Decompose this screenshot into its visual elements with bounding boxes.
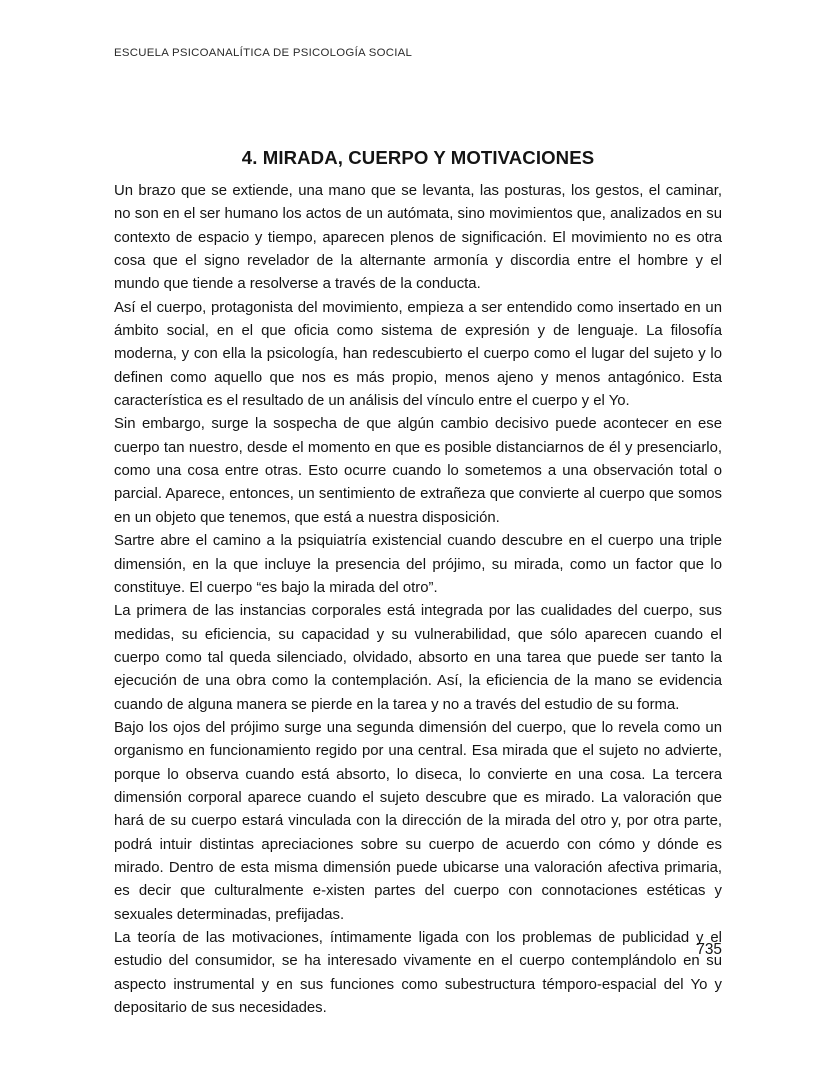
body-paragraph: Bajo los ojos del prójimo surge una segunda dimensión del cuerpo, que lo revela como un organismo en funcionamiento regido por una central. Esa mirada que el sujeto no advierte, porque lo observa cuando está absorto, lo diseca, lo convierte en una cosa. La tercera dimensión corporal aparece cuando el sujeto descubre que es mirado. La valoración que hará de su cuerpo estará vinculada con la dirección de la mirada del otro y, por otra parte, podrá intuir distintas apreciaciones sobre su cuerpo de acuerdo con cómo y dónde es mirado. Dentro de esta misma dimensión puede ubicarse una valoración afectiva primaria, es decir que culturalmente e-xisten partes del cuerpo con connotaciones estéticas y sexuales determinadas, prefijadas. [114, 719, 722, 923]
body-paragraph: La primera de las instancias corporales está integrada por las cualidades del cuerpo, sus medidas, su eficiencia, su capacidad y su vulnerabilidad, que sólo aparecen cuando el cuerpo como tal queda silenciado, olvidado, absorto en una tarea que puede ser tanto la ejecución de una obra como la contemplación. Así, la eficiencia de la mano se evidencia cuando de alguna manera se pierde en la tarea y no a través del estudio de su forma. [114, 603, 722, 713]
running-head: ESCUELA PSICOANALÍTICA DE PSICOLOGÍA SOCIAL [114, 47, 413, 59]
body-paragraph: Sartre abre el camino a la psiquiatría existencial cuando descubre en el cuerpo una triple dimensión, en la que incluye la presencia del prójimo, su mirada, como un factor que lo constituye. El cuerpo “es bajo la mirada del otro”. [114, 533, 722, 596]
page-number: 735 [696, 941, 722, 958]
body-paragraph: Un brazo que se extiende, una mano que se levanta, las posturas, los gestos, el caminar, no son en el ser humano los actos de un autómata, sino movimientos que, analizados en su contexto de espacio y tiempo, aparecen plenos de significación. El movimiento no es otra cosa que el signo revelador de la alternante armonía y discordia entre el hombre y el mundo que tiende a resolverse a través de la conducta. [114, 183, 722, 293]
chapter-title: 4. MIRADA, CUERPO Y MOTIVACIONES [241, 147, 595, 169]
body-paragraph: Sin embargo, surge la sospecha de que algún cambio decisivo puede acontecer en ese cuerpo tan nuestro, desde el momento en que es posible distanciarnos de él y presenciarlo, como una cosa entre otras. Esto ocurre cuando lo sometemos a una observación total o parcial. Aparece, entonces, un sentimiento de extrañeza que convierte al cuerpo que somos en un objeto que tenemos, que está a nuestra disposición. [114, 416, 722, 526]
body-text-column [114, 180, 722, 1020]
body-paragraph: Así el cuerpo, protagonista del movimiento, empieza a ser entendido como insertado en un ámbito social, en el que oficia como sistema de expresión y de lenguaje. La filosofía moderna, y con ella la psicología, han redescubierto el cuerpo como el lugar del sujeto y lo definen como aquello que nos es más propio, menos ajeno y menos antagónico. Esta característica es el resultado de un análisis del vínculo entre el cuerpo y el Yo. [114, 299, 722, 410]
body-paragraph: La teoría de las motivaciones, íntimamente ligada con los problemas de publicidad y el estudio del consumidor, se ha interesado vivamente en el cuerpo contemplándolo en su aspecto instrumental y en sus funciones como subestructura témporo-espacial del Yo y depositario de sus necesidades. [114, 930, 722, 1017]
